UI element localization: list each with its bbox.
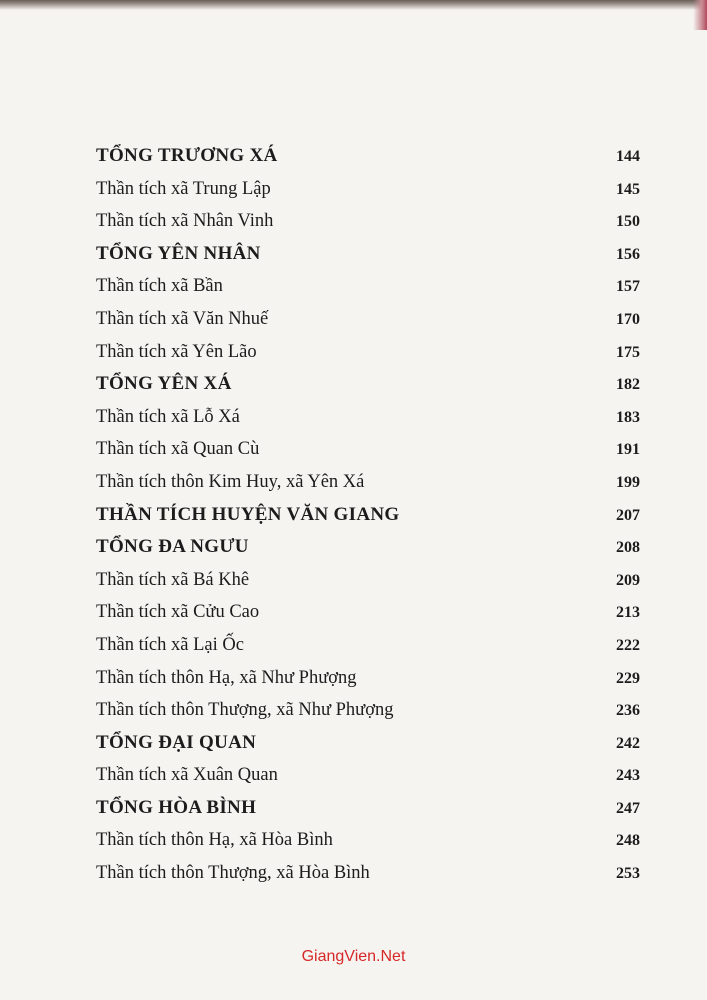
toc-entry-title: Thần tích thôn Hạ, xã Hòa Bình bbox=[96, 830, 333, 851]
toc-entry-page: 253 bbox=[616, 865, 640, 883]
toc-entry-page: 207 bbox=[616, 506, 640, 524]
toc-entry-title: THẦN TÍCH HUYỆN VĂN GIANG bbox=[96, 503, 400, 525]
toc-entry-page: 144 bbox=[616, 148, 640, 165]
page-top-edge bbox=[0, 0, 707, 10]
toc-row bbox=[96, 531, 640, 564]
toc-entry-page: 183 bbox=[616, 408, 640, 426]
toc-entry-title: Thần tích xã Yên Lão bbox=[96, 341, 257, 362]
toc-entry-page: 145 bbox=[616, 180, 640, 198]
toc-row bbox=[96, 368, 640, 401]
toc-entry-page: 242 bbox=[616, 734, 640, 752]
toc-entry-page: 243 bbox=[616, 767, 640, 785]
page-corner-mark bbox=[693, 0, 707, 30]
toc-entry-title: Thần tích xã Bá Khê bbox=[96, 569, 250, 590]
toc-entry-page: 209 bbox=[616, 571, 640, 589]
toc-row bbox=[96, 140, 640, 173]
toc-entry-title: Thần tích thôn Hạ, xã Như Phượng bbox=[96, 667, 357, 688]
toc-row bbox=[96, 727, 640, 760]
toc-row bbox=[96, 629, 640, 662]
toc-entry-page: 182 bbox=[616, 376, 640, 394]
toc-row bbox=[96, 662, 640, 695]
toc-entry-title: TỔNG ĐA NGƯU bbox=[96, 536, 249, 558]
watermark-text: GiangVien.Net bbox=[301, 948, 406, 965]
toc-entry-page: 150 bbox=[616, 213, 640, 231]
toc-entry-title: TỔNG ĐẠI QUAN bbox=[96, 731, 257, 753]
toc-entry-page: 191 bbox=[616, 441, 640, 459]
toc-row bbox=[96, 303, 640, 336]
toc-row bbox=[96, 466, 640, 499]
toc-entry-title: Thần tích xã Bần bbox=[96, 276, 223, 297]
toc-entry-title: Thần tích thôn Thượng, xã Như Phượng bbox=[96, 700, 394, 721]
toc-row bbox=[96, 694, 640, 727]
toc-entry-page: 157 bbox=[616, 278, 640, 296]
toc-row bbox=[96, 205, 640, 238]
toc-entry-page: 156 bbox=[616, 245, 640, 263]
toc-entry-page: 199 bbox=[616, 473, 640, 491]
toc-row bbox=[96, 564, 640, 597]
toc-entry-page: 229 bbox=[616, 669, 640, 687]
toc-row bbox=[96, 401, 640, 434]
toc-entry-title: TỔNG YÊN NHÂN bbox=[96, 242, 261, 264]
toc-row bbox=[96, 270, 640, 303]
toc-entry-title: Thần tích xã Xuân Quan bbox=[96, 765, 278, 786]
toc-entry-page: 170 bbox=[616, 310, 640, 328]
toc-row bbox=[96, 499, 640, 532]
toc-entry-title: Thần tích thôn Kim Huy, xã Yên Xá bbox=[96, 471, 365, 492]
toc-entry-title: Thần tích xã Lỗ Xá bbox=[96, 406, 240, 427]
toc-row bbox=[96, 336, 640, 369]
toc-row bbox=[96, 792, 640, 825]
toc-row bbox=[96, 857, 640, 890]
toc-entry-title: Thần tích xã Lại Ốc bbox=[96, 634, 244, 655]
toc-entry-title: Thần tích xã Quan Cù bbox=[96, 439, 260, 460]
toc-entry-title: Thần tích thôn Thượng, xã Hòa Bình bbox=[96, 863, 370, 884]
toc-entry-title: Thần tích xã Trung Lập bbox=[96, 178, 271, 199]
toc-entry-page: 213 bbox=[616, 604, 640, 622]
toc-entry-page: 175 bbox=[616, 343, 640, 361]
toc-row bbox=[96, 433, 640, 466]
toc-row bbox=[96, 173, 640, 206]
table-of-contents bbox=[96, 140, 640, 890]
toc-entry-page: 236 bbox=[616, 702, 640, 720]
toc-entry-title: TỔNG HÒA BÌNH bbox=[96, 796, 257, 818]
toc-entry-title: TỔNG YÊN XÁ bbox=[96, 373, 232, 395]
toc-entry-page: 248 bbox=[616, 832, 640, 850]
toc-entry-page: 247 bbox=[616, 799, 640, 817]
toc-entry-page: 208 bbox=[616, 539, 640, 557]
toc-row bbox=[96, 238, 640, 271]
toc-entry-title: TỔNG TRƯƠNG XÁ bbox=[96, 145, 278, 166]
toc-row bbox=[96, 759, 640, 792]
toc-entry-title: Thần tích xã Nhân Vinh bbox=[96, 211, 274, 232]
toc-entry-title: Thần tích xã Văn Nhuế bbox=[96, 308, 269, 329]
toc-row bbox=[96, 824, 640, 857]
toc-entry-title: Thần tích xã Cửu Cao bbox=[96, 602, 260, 623]
toc-entry-page: 222 bbox=[616, 636, 640, 654]
toc-row bbox=[96, 596, 640, 629]
